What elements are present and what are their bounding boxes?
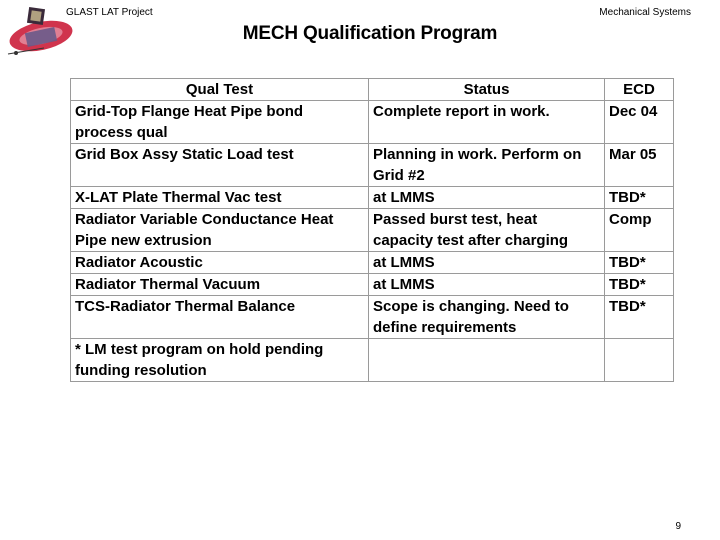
ecd-cell: TBD* xyxy=(605,274,674,296)
empty-cell xyxy=(605,339,674,382)
status-cell: Planning in work. Perform on Grid #2 xyxy=(369,144,605,187)
qual-test-cell: TCS-Radiator Thermal Balance xyxy=(71,296,369,339)
status-cell: at LMMS xyxy=(369,252,605,274)
ecd-cell: TBD* xyxy=(605,296,674,339)
table-row xyxy=(71,209,674,252)
qual-test-cell: Radiator Acoustic xyxy=(71,252,369,274)
qual-test-cell: Grid-Top Flange Heat Pipe bond process qual xyxy=(71,101,369,144)
table-row xyxy=(71,144,674,187)
column-header-ecd: ECD xyxy=(605,79,674,101)
qual-test-cell: Radiator Variable Conductance Heat Pipe new extrusion xyxy=(71,209,369,252)
ecd-cell: Comp xyxy=(605,209,674,252)
page-title: MECH Qualification Program xyxy=(242,23,498,44)
table-row xyxy=(71,252,674,274)
qual-test-cell: X-LAT Plate Thermal Vac test xyxy=(71,187,369,209)
column-header-qual-test: Qual Test xyxy=(71,79,369,101)
project-name: GLAST LAT Project xyxy=(66,7,153,18)
column-header-status: Status xyxy=(369,79,605,101)
table-row xyxy=(71,187,674,209)
qualification-table xyxy=(70,78,674,382)
ecd-cell: TBD* xyxy=(605,187,674,209)
status-cell: at LMMS xyxy=(369,187,605,209)
status-cell: Complete report in work. xyxy=(369,101,605,144)
ecd-cell: Dec 04 xyxy=(605,101,674,144)
table-header-row xyxy=(71,79,674,101)
table-row xyxy=(71,101,674,144)
status-cell: at LMMS xyxy=(369,274,605,296)
department-name: Mechanical Systems xyxy=(599,7,691,18)
table-row xyxy=(71,296,674,339)
qual-test-cell: Radiator Thermal Vacuum xyxy=(71,274,369,296)
footnote-cell: * LM test program on hold pending funding resolution xyxy=(71,339,369,382)
ecd-cell: TBD* xyxy=(605,252,674,274)
qual-test-cell: Grid Box Assy Static Load test xyxy=(71,144,369,187)
empty-cell xyxy=(369,339,605,382)
table-row xyxy=(71,274,674,296)
page-number: 9 xyxy=(675,521,681,532)
status-cell: Passed burst test, heat capacity test after charging xyxy=(369,209,605,252)
ecd-cell: Mar 05 xyxy=(605,144,674,187)
footnote-row xyxy=(71,339,674,382)
status-cell: Scope is changing. Need to define requirements xyxy=(369,296,605,339)
